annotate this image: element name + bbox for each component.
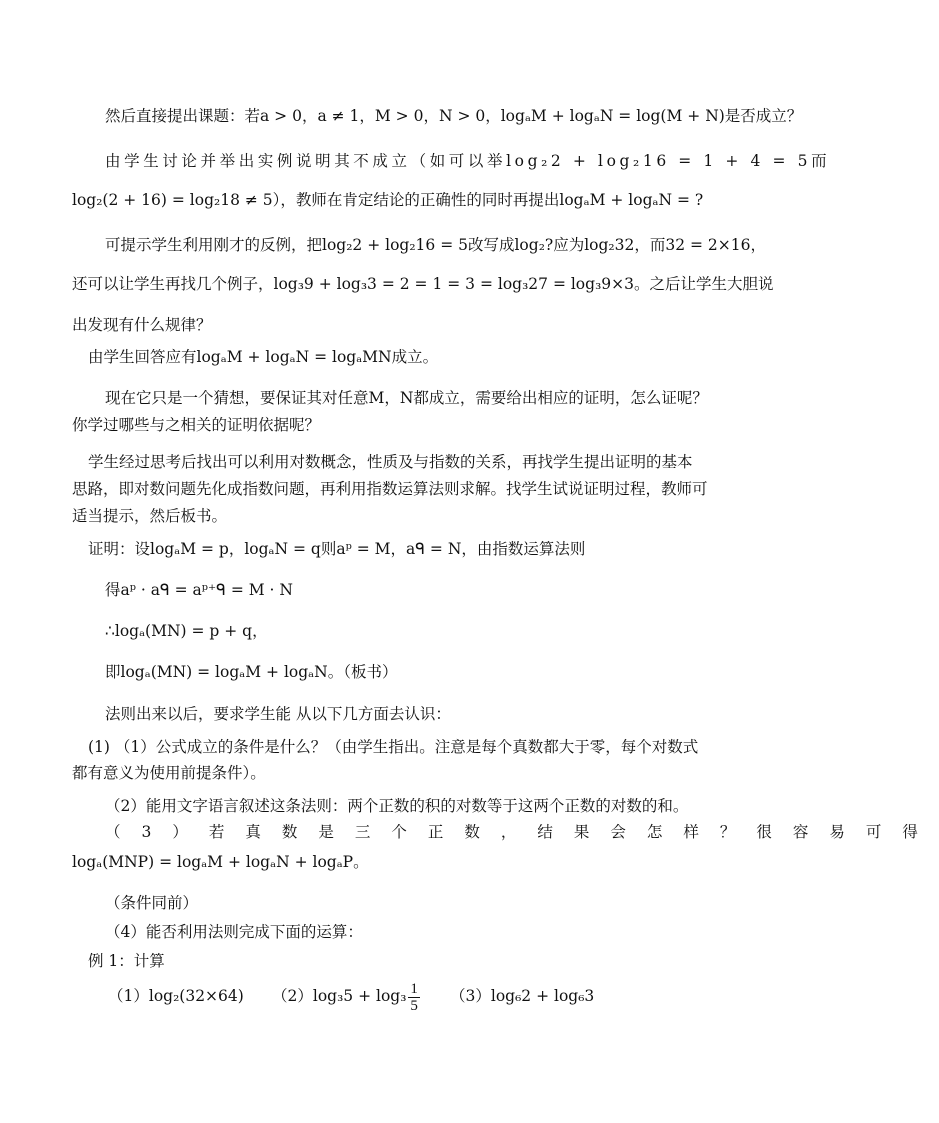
line-4: 可提示学生利用刚才的反例，把log₂2 + log₂16 = 5改写成log₂?应为log₂32，而32 = 2×16，: [105, 236, 766, 254]
line-14: 得aᵖ · aᑫ = aᵖ⁺ᑫ = M · N: [105, 581, 293, 599]
line-9: 你学过哪些与之相关的证明依据呢？: [72, 416, 321, 434]
line-17: 法则出来以后，要求学生能 从以下几方面去认识：: [105, 705, 451, 723]
line-10: 学生经过思考后找出可以利用对数概念，性质及与指数的关系，再找学生提出证明的基本: [88, 453, 693, 471]
line-25: 例 1：计算: [88, 952, 165, 970]
line-22: logₐ(MNP) = logₐM + logₐN + logₐP。: [72, 853, 369, 871]
line-5: 还可以让学生再找几个例子，log₃9 + log₃3 = 2 = 1 = 3 = log₃27 = log₃9×3。之后让学生大胆说: [72, 275, 774, 293]
line-8: 现在它只是一个猜想，要保证其对任意M，N都成立，需要给出相应的证明，怎么证呢？: [105, 389, 708, 407]
line-16: 即logₐ(MN) = logₐM + logₐN。（板书）: [105, 663, 398, 681]
line-20: （2）能用文字语言叙述这条法则：两个正数的积的对数等于这两个正数的对数的和。: [105, 797, 689, 815]
line-6: 出发现有什么规律？: [72, 316, 212, 334]
example-item-1: （1）log₂(32×64): [108, 987, 244, 1005]
line-3: log₂(2 + 16) = log₂18 ≠ 5），教师在肯定结论的正确性的同时再提出logₐM + logₐN = ?: [72, 191, 704, 209]
line-7: 由学生回答应有logₐM + logₐN = logₐMN成立。: [88, 348, 439, 366]
line-24: （4）能否利用法则完成下面的运算：: [105, 923, 363, 941]
fraction-denominator: 5: [410, 997, 418, 1014]
example-item-3: （3）log₆2 + log₆3: [450, 987, 595, 1005]
line-1: 然后直接提出课题：若a > 0，a ≠ 1，M > 0，N > 0，logₐM + logₐN = log(M + N)是否成立？: [105, 107, 803, 125]
line-11: 思路，即对数问题先化成指数问题，再利用指数运算法则求解。找学生试说证明过程，教师可: [72, 480, 708, 498]
fraction: [408, 981, 420, 1014]
line-13: 证明：设logₐM = p，logₐN = q则aᵖ = M，aᑫ = N，由指数运算法则: [88, 540, 586, 558]
line-15: ∴logₐ(MN) = p + q，: [105, 622, 268, 640]
line-12: 适当提示，然后板书。: [72, 507, 228, 525]
line-18: (1) （1）公式成立的条件是什么？（由学生指出。注意是每个真数都大于零，每个对数式: [88, 738, 699, 756]
fraction-numerator: 1: [410, 980, 418, 997]
example-item-2-text: （2）log₃5 + log₃: [272, 987, 407, 1005]
line-21: （3）若真数是三个正数，结果会怎样？很容易可得: [105, 823, 939, 841]
line-2: 由学生讨论并举出实例说明其不成立（如可以举log₂2 + log₂16 = 1 + 4 = 5而: [105, 152, 831, 170]
line-19: 都有意义为使用前提条件）。: [72, 764, 266, 782]
example-item-2: [272, 976, 422, 1016]
line-23: （条件同前）: [105, 894, 199, 912]
